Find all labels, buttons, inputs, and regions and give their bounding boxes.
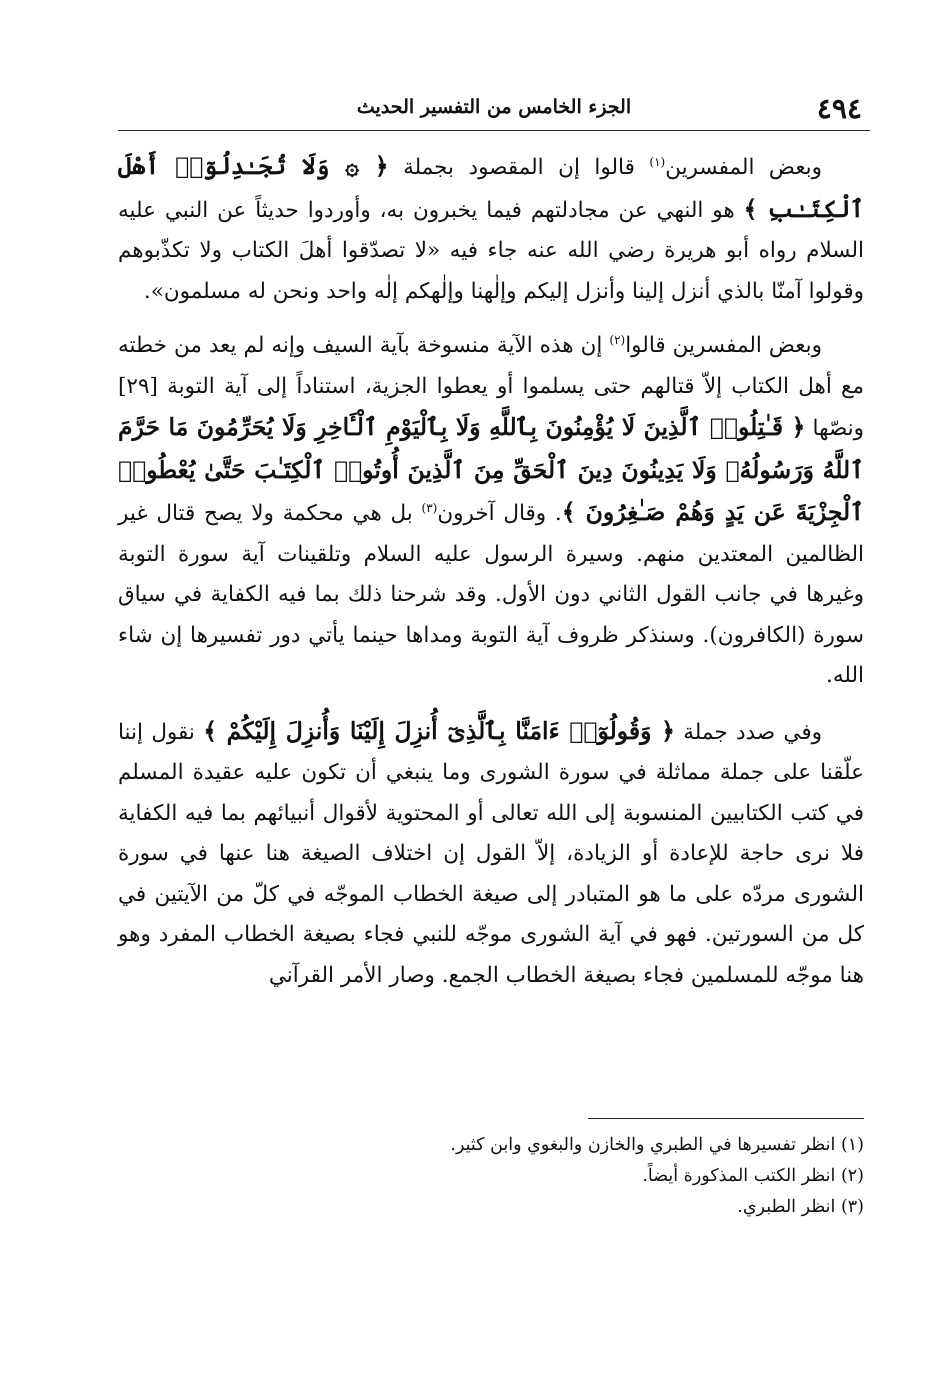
quran-verse: ﴿ ۞ وَلَا تُجَـٰدِلُوٓا۟ أَهْلَ ٱلْكِتَـٰبِ ﴾ bbox=[118, 152, 865, 223]
quran-verse: ﴿ قَـٰتِلُوا۟ ٱلَّذِينَ لَا يُؤْمِنُونَ بِٱللَّهِ وَلَا بِٱلْيَوْمِ ٱلْـَٔاخِرِ وَلَا يُحَرِّمُونَ مَا حَرَّمَ ٱللَّهُ وَرَسُولُهُۥ وَلَا يَدِينُونَ دِينَ ٱلْحَقِّ مِنَ ٱلَّذِينَ أُوتُوا۟ ٱلْكِتَـٰبَ حَتَّىٰ يُعْطُوا۟ ٱلْجِزْيَةَ عَن يَدٍ وَهُمْ صَـٰغِرُونَ ﴾ bbox=[118, 413, 864, 526]
footnote-2 bbox=[144, 1161, 864, 1192]
text-run: وبعض المفسرين bbox=[665, 155, 822, 180]
quran-verse: ﴿ وَقُولُوٓا۟ ءَامَنَّا بِٱلَّذِىٓ أُنزِلَ إِلَيْنَا وَأُنزِلَ إِلَيْكُمْ ﴾ bbox=[203, 716, 675, 745]
footnote-ref-3: (٣) bbox=[421, 500, 438, 515]
body-text bbox=[118, 146, 864, 996]
running-title: الجزء الخامس من التفسير الحديث bbox=[356, 96, 632, 118]
text-run: قالوا إن المقصود بجملة bbox=[388, 155, 650, 180]
footnote-number: (٢) bbox=[840, 1166, 864, 1186]
footnote-text: انظر الكتب المذكورة أيضاً. bbox=[642, 1166, 836, 1186]
footnote-1 bbox=[144, 1130, 864, 1161]
page-header bbox=[118, 88, 870, 131]
text-run: بل هي محكمة ولا يصح قتال غير الظالمين المعتدين منهم. وسيرة الرسول عليه السلام وتلقينات آية سورة التوبة وغيرها في جانب القول الثاني دون الأول. وقد شرحنا ذلك بما فيه الكفاية في سياق سورة (الكافرون). وسنذكر ظروف آية التوبة ومداها حينما يأتي دور تفسيرها إن شاء الله. bbox=[118, 501, 864, 688]
text-run: هو النهي عن مجادلتهم فيما يخبرون به، وأوردوا حديثاً عن النبي عليه السلام رواه أبو هريرة رضي الله عنه جاء فيه «لا تصدّقوا أهلَ الكتاب ولا تكذّبوهم وقولوا آمنّا بالذي أنزل إلينا وأنزل إليكم وإلٰهنا وإلٰهكم إلٰه واحد ونحن له مسلمون». bbox=[118, 197, 864, 304]
paragraph-1 bbox=[118, 146, 864, 312]
footnotes bbox=[144, 1130, 864, 1223]
footnote-number: (١) bbox=[840, 1135, 864, 1155]
footnote-ref-2: (٢) bbox=[609, 332, 626, 347]
text-run: نقول إننا علّقنا على جملة مماثلة في سورة الشورى وما ينبغي أن تكون عليه عقيدة المسلم في كتب الكتابيين المنسوبة إلى الله تعالى أو المحتوية لأقوال أنبيائهم بما فيه الكفاية فلا نرى حاجة للإعادة أو الزيادة، إلاّ القول إن اختلاف الصيغة هنا عنها في سورة الشورى مردّه على ما هو المتبادر إلى صيغة الخطاب الموجّه في كلّ من الآيتين في كل من السورتين. فهو في آية الشورى موجّه للنبي فجاء بصيغة الخطاب المفرد وهو هنا موجّه للمسلمين فجاء بصيغة الخطاب الجمع. وصار الأمر القرآني bbox=[118, 719, 864, 988]
page-number: ٤٩٤ bbox=[816, 92, 862, 125]
text-run: إن هذه الآية منسوخة بآية السيف وإنه لم يعد من خطته مع أهل الكتاب إلاّ قتالهم حتى يسلموا أو يعطوا الجزية، استناداً إلى آية التوبة [٢٩] ونصّها bbox=[118, 333, 864, 441]
footnote-3 bbox=[144, 1192, 864, 1223]
text-run: . وقال آخرون bbox=[437, 501, 562, 526]
footnote-ref-1: (١) bbox=[649, 154, 666, 169]
text-run: وبعض المفسرين قالوا bbox=[625, 333, 822, 358]
footnote-text: انظر الطبري. bbox=[737, 1197, 836, 1217]
paragraph-2 bbox=[118, 326, 864, 697]
text-run: وفي صدد جملة bbox=[674, 719, 822, 745]
paragraph-3 bbox=[118, 711, 864, 997]
footnote-text: انظر تفسيرها في الطبري والخازن والبغوي وابن كثير. bbox=[450, 1135, 836, 1155]
footnote-divider bbox=[588, 1118, 864, 1119]
footnote-number: (٣) bbox=[840, 1197, 864, 1217]
